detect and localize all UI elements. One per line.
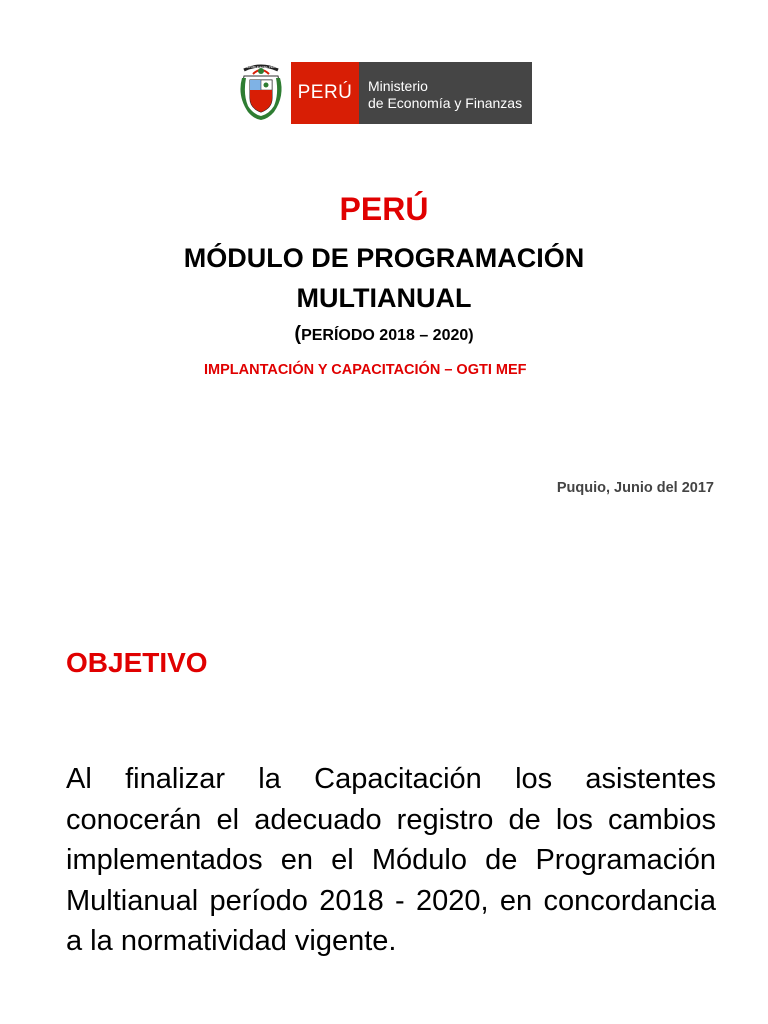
implementation-label: IMPLANTACIÓN Y CAPACITACIÓN – OGTI MEF [204, 362, 527, 378]
objective-paragraph: Al finalizar la Capacitación los asistentes conocerán el adecuado registro de los cambios implementados en el Módulo de Programación Multianual período 2018 - 2020, en concordancia a la normatividad vigente. [66, 763, 716, 957]
period-open-paren: ( [294, 323, 302, 345]
period-text: PERÍODO 2018 – 2020) [301, 327, 474, 344]
mef-logo [236, 62, 532, 124]
logo-ministry-block [359, 62, 532, 124]
ministry-line-2: de Economía y Finanzas [368, 95, 523, 111]
ministry-line-1: Ministerio [368, 78, 428, 94]
logo-country-block: PERÚ [291, 62, 359, 124]
date-label: Puquio, Junio del 2017 [556, 480, 714, 496]
coat-of-arms-icon [236, 62, 286, 122]
subtitle-line-1: MÓDULO DE PROGRAMACIÓN [183, 243, 585, 273]
page-title: PERÚ [339, 191, 429, 227]
period-label [0, 323, 768, 346]
shield-text: REPÚBLICA DEL PERÚ [244, 65, 278, 69]
subtitle-line-2: MULTIANUAL [296, 283, 472, 313]
objective-heading: OBJETIVO [66, 647, 208, 678]
